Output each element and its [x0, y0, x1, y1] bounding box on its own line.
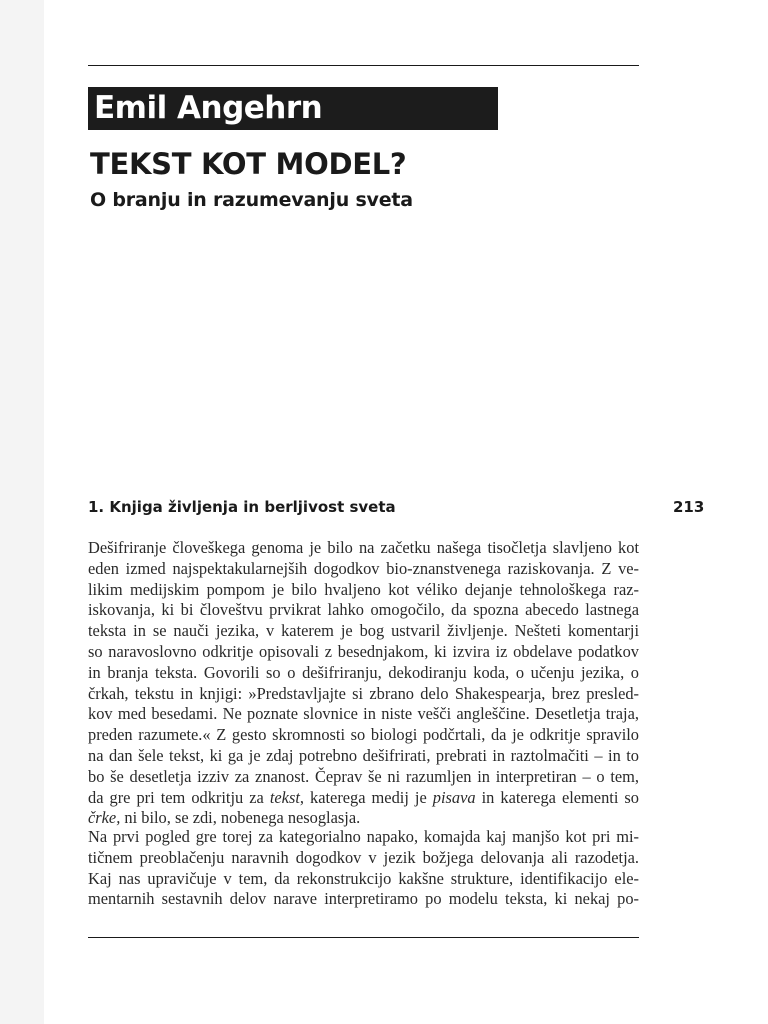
paragraph-line: Kaj nas upravičuje v tem, da rekonstrukcijo kakšne strukture, identifikacijo ele-	[88, 868, 639, 888]
paragraph-line: so naravoslovno odkritje opisovali z besednjakom, ki izvira iz obdelave podatkov	[88, 641, 639, 661]
top-rule	[88, 65, 639, 66]
paragraph-line: preden razumete.« Z gesto skromnosti so biologi podčrtali, da je odkritje spravilo	[88, 725, 639, 745]
paragraph-line: mentarnih sestavnih delov narave interpretiramo po modelu teksta, ki nekaj po-	[88, 889, 639, 909]
article-subtitle: O branju in razumevanju sveta	[90, 189, 413, 211]
paragraph-line: bo še desetletja izziv za znanost. Čeprav še ni razumljen in interpretiran – o tem,	[88, 766, 639, 786]
author-name: Emil Angehrn	[94, 90, 323, 126]
paragraph-line: likim medijskim pompom je bilo hvaljeno kot véliko dejanje tehnološkega raz-	[88, 579, 639, 599]
paragraph-line: teksta in se nauči jezika, v katerem je bog ustvaril življenje. Nešteti komentarji	[88, 621, 639, 641]
italic-term-crke: črke,	[88, 808, 121, 828]
article-title: TEKST KOT MODEL?	[90, 147, 407, 181]
paragraph-line: črkah, tekstu in knjigi: »Predstavljajte si zbrano delo Shakespearja, brez presled-	[88, 683, 639, 703]
paragraph-line: tičnem preoblačenju naravnih dogodkov v jezik božjega delovanja ali razodetja.	[88, 847, 639, 867]
text-run: , katerega medij je	[299, 787, 433, 807]
paragraph-line-with-italics	[88, 788, 639, 809]
paragraph-2	[88, 827, 639, 910]
paragraph-line: in branja teksta. Govorili so o dešifriranju, dekodiranju koda, o učenju jezika, o	[88, 662, 639, 682]
text-run: in katerega elementi so	[475, 787, 639, 807]
italic-term-pisava: pisava	[432, 787, 476, 807]
page-number: 213	[673, 498, 705, 516]
section-heading: 1. Knjiga življenja in berljivost sveta	[88, 498, 396, 516]
author-banner	[88, 87, 498, 130]
bottom-rule	[88, 937, 639, 938]
paragraph-line: Na prvi pogled gre torej za kategorialno napako, komajda kaj manjšo kot pri mi-	[88, 827, 639, 846]
paragraph-line: na dan šele tekst, ki ga je zdaj potrebno dešifrirati, prebrati in raztolmačiti – in to	[88, 745, 639, 765]
italic-term-tekst: tekst	[269, 787, 300, 807]
paragraph-line: kov med besedami. Ne poznate slovnice in niste vešči angleščine. Desetletja traja,	[88, 704, 639, 724]
paragraph-line: iskovanja, ki bi človeštvu prvikrat lahko omogočilo, da spozna abecedo lastnega	[88, 600, 639, 620]
paragraph-line: eden izmed najspektakularnejših dogodkov bio-znanstvenega raziskovanja. Z ve-	[88, 558, 639, 578]
text-run: da gre pri tem odkritju za	[88, 787, 270, 807]
paragraph-line: Dešifriranje človeškega genoma je bilo na začetku našega tisočletja slavljeno kot	[88, 538, 639, 557]
paragraph-1	[88, 538, 639, 829]
text-run: ni bilo, se zdi, nobenega nesoglasja.	[120, 808, 361, 828]
